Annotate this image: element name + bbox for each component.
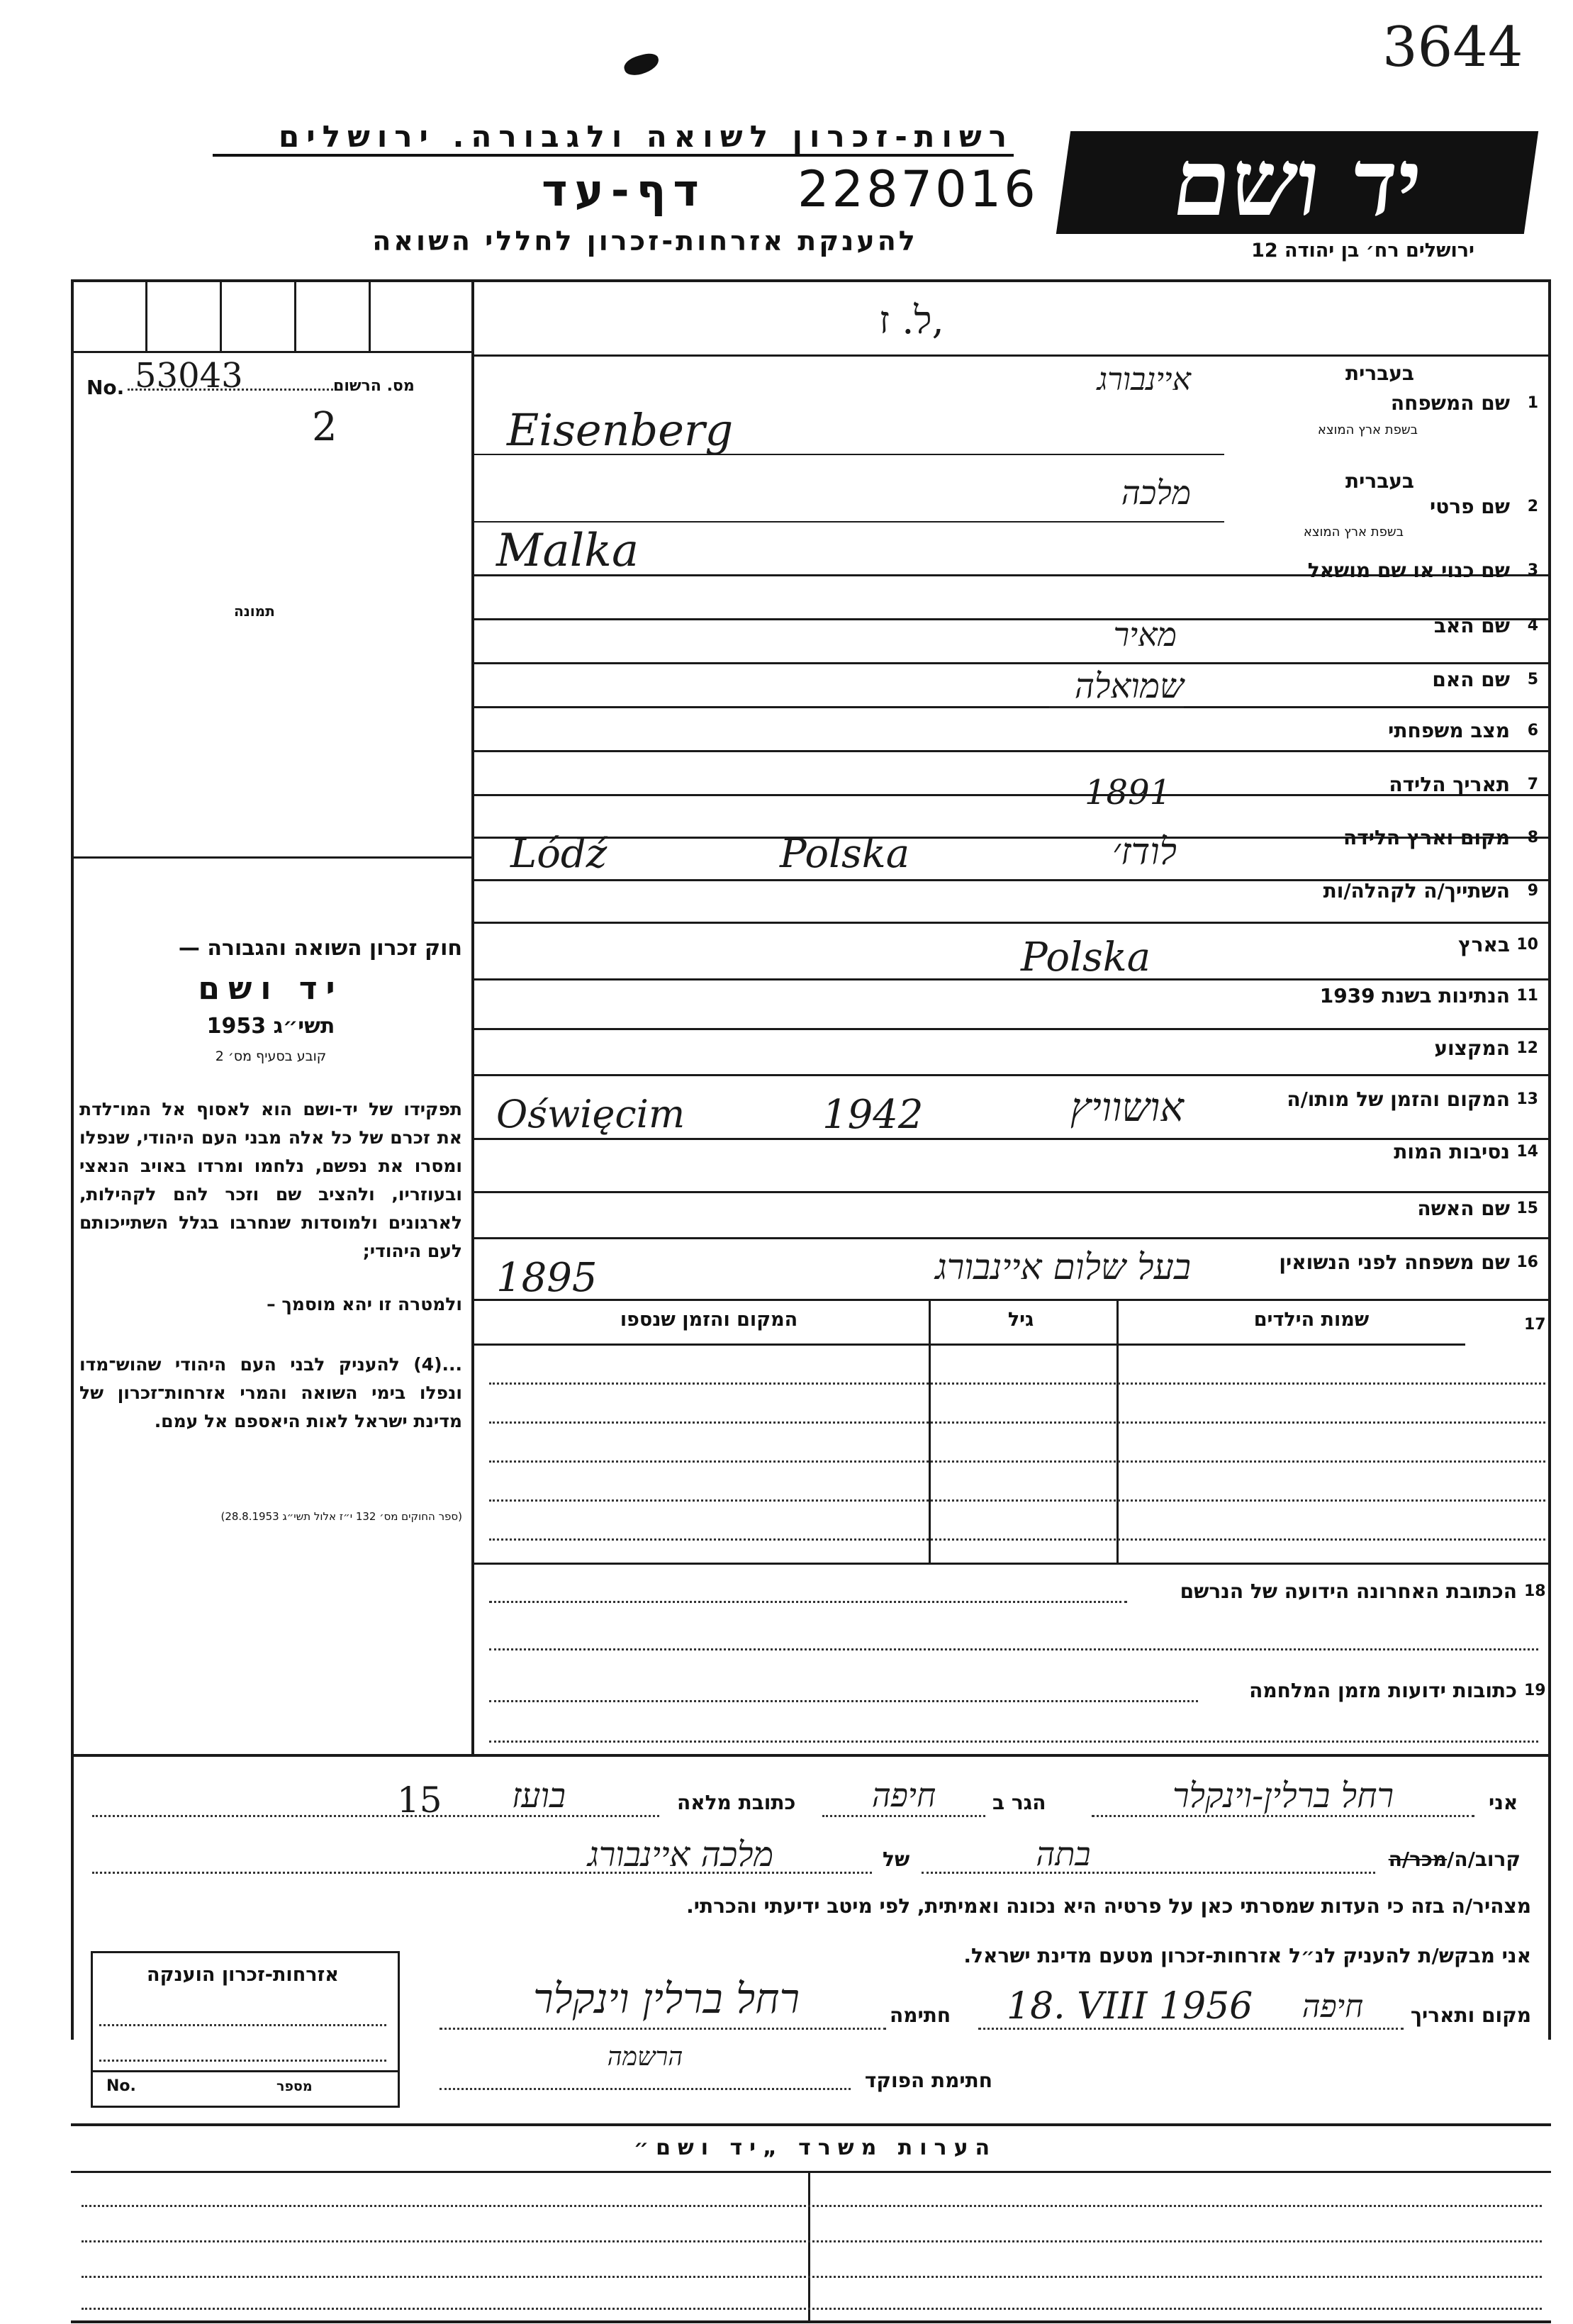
- children-row: [489, 1538, 1545, 1541]
- field-15-num: 15: [1516, 1200, 1538, 1217]
- field-8-value-city: Lódź: [510, 831, 608, 877]
- notes-col: [808, 2171, 810, 2323]
- organization-line: רשות-זכרון לשואה ולגבורה. ירושלים: [213, 119, 1014, 157]
- field-9-label: השתייך/ה לקהלה/ות: [1323, 879, 1510, 903]
- field-8-num: 8: [1527, 829, 1538, 847]
- law-name: יד ושם: [198, 971, 344, 1007]
- law-title: חוק זכרון השואה והגבורה —: [178, 936, 462, 961]
- decl-house-no: 15: [397, 1780, 442, 1821]
- field-2-sub-hebrew: בעברית: [1345, 469, 1414, 493]
- notes-line: [82, 2205, 1542, 2207]
- row-line: [473, 750, 1548, 752]
- law-para1: תפקידו של יד-ושם הוא לאסוף אל המו־לדת את זכרם של כל אלה מבני העם היהודי, שנפלו ומסרו את נפשם, נלחמו ומרדו באויב הנאצי ובעוזריו, ולהציב שם וזכר להם לקהילות, לארגונים ולמוסדות שנחרבו בגלל השתייכותם לעם היהודי;: [79, 1099, 462, 1261]
- law-para2: ...(4) להעניק לבני העם היהודי שהוש־מדו ונפלו בימי השואה והמרי אזרחות־זכרון של מדינת ישראל לאות היאספם אל עמם.: [79, 1354, 462, 1431]
- children-row: [489, 1499, 1545, 1502]
- children-header-names: שמות הילדים: [1253, 1309, 1370, 1331]
- decl-name-line: [1092, 1815, 1474, 1817]
- field-9-num: 9: [1527, 882, 1538, 900]
- field-14-num: 14: [1516, 1143, 1538, 1161]
- notes-line: [82, 2276, 1542, 2278]
- field-11-num: 11: [1516, 987, 1538, 1005]
- children-col-line: [929, 1300, 931, 1563]
- decl-resides-label: הגר ב: [992, 1791, 1046, 1814]
- field-4-value: מאיר: [1113, 615, 1177, 654]
- field-2-sub-native: בשפת ארץ המוצא: [1303, 525, 1404, 540]
- field-18-line: [489, 1601, 1127, 1603]
- decl-request: אני מבקש/ת להעניק לנ״ל אזרחות-זכרון מטעם מדינת ישראל.: [963, 1944, 1531, 1967]
- section-divider: [71, 1754, 1551, 1757]
- field-4-label: שם האב: [1433, 614, 1510, 637]
- row-line: [473, 618, 1548, 620]
- notes-line: [82, 2240, 1542, 2242]
- row-line: [473, 978, 1548, 981]
- field-19-line: [489, 1700, 1198, 1702]
- row-line: [473, 1028, 1548, 1030]
- decl-signature-line: [440, 2028, 886, 2030]
- children-header-place: המקום והזמן שנספו: [620, 1309, 798, 1331]
- field-10-num: 10: [1516, 936, 1538, 954]
- row-line: [473, 922, 1548, 924]
- cell-line: [294, 279, 296, 351]
- field-18-num: 18: [1524, 1582, 1546, 1600]
- grant-title: אזרחות-זכרון הוענקה: [147, 1964, 339, 1986]
- frame-left: [71, 279, 74, 2040]
- field-16-num: 16: [1516, 1253, 1538, 1271]
- decl-relation-label: קרוב/ה/מכר/ה: [1388, 1848, 1521, 1871]
- field-18-label: הכתובת האחרונה הידועה של הנרשם: [1180, 1580, 1517, 1603]
- row-line: [473, 794, 1548, 796]
- decl-signature-label: חתימה: [890, 2004, 951, 2027]
- field-16-label: שם משפחה לפני הנשואין: [1279, 1251, 1510, 1274]
- field-8-label: מקום וארץ הלידה: [1343, 826, 1510, 849]
- frame-bottom: [71, 2320, 1551, 2323]
- office-notes-title: הערות משרד „יד ושם״: [633, 2135, 997, 2160]
- field-19-line: [489, 1741, 1538, 1743]
- field-13-label: המקום והזמן של מותו/ה: [1287, 1088, 1510, 1111]
- field-1-label: שם המשפחה: [1390, 391, 1510, 415]
- yad-vashem-logo: [1056, 128, 1538, 237]
- field-7-value: 1891: [1085, 773, 1172, 812]
- field-1-value-native: Eisenberg: [507, 404, 734, 456]
- field-2-num: 2: [1527, 498, 1538, 515]
- field-19-num: 19: [1524, 1682, 1546, 1699]
- reg-label: מס. הרשום: [333, 377, 415, 395]
- ink-blot: [622, 51, 661, 78]
- officer-line: [440, 2088, 851, 2090]
- field-6-num: 6: [1527, 722, 1538, 739]
- cell-line: [71, 856, 473, 859]
- field-2-label: שם פרטי: [1429, 495, 1510, 518]
- frame-right: [1548, 279, 1551, 2040]
- field-1-num: 1: [1527, 394, 1538, 412]
- field-8-value-hebrew: לודז׳: [1112, 831, 1177, 873]
- field-5-value: שמואלה: [1049, 666, 1184, 708]
- field-18-line: [489, 1648, 1538, 1650]
- field-10-value: Polska: [1021, 934, 1151, 981]
- cell-line: [220, 279, 222, 351]
- row-line: [473, 1138, 1548, 1140]
- row-line: [473, 706, 1548, 708]
- org-address: ירושלים רח׳ בן יהודה 12: [1251, 240, 1474, 262]
- cell-line: [145, 279, 147, 351]
- field-12-num: 12: [1516, 1039, 1538, 1057]
- decl-signature: רחל ברלין וינקלר: [533, 1974, 800, 2023]
- section-divider: [71, 2171, 1551, 2173]
- decl-place-date-label: מקום ותאריך: [1410, 2004, 1531, 2027]
- column-divider: [471, 279, 474, 1754]
- decl-place: חיפה: [1301, 1989, 1364, 2025]
- children-header-age: גיל: [1007, 1309, 1034, 1331]
- decl-i-label: אני: [1489, 1791, 1518, 1814]
- officer-label: חתימת הפוקד: [864, 2069, 992, 2092]
- top-handwritten-mark: ל. ז,: [879, 298, 944, 342]
- photo-label: תמונה: [234, 603, 275, 620]
- row-line: [473, 354, 1548, 357]
- law-box: [79, 936, 462, 1064]
- form-number: 2287016: [797, 160, 1039, 218]
- relation-label: קרוב/ה: [1454, 1848, 1521, 1871]
- field-11-label: הנתינות בשנת 1939: [1319, 984, 1510, 1007]
- field-7-num: 7: [1527, 776, 1538, 793]
- field-5-label: שם האם: [1432, 668, 1510, 691]
- logo-text: יד ושם: [1166, 128, 1428, 237]
- field-6-label: מצב משפחתי: [1388, 719, 1510, 742]
- field-8-value-country: Polska: [780, 831, 910, 877]
- law-source: (ספר החוקים מס׳ 132 י״ז אלול תשי״ג 28.8.1953): [220, 1510, 462, 1523]
- grant-number-label: מספר: [276, 2079, 313, 2094]
- row-line: [473, 521, 1224, 523]
- field-14-label: נסיבות המות: [1394, 1140, 1510, 1163]
- decl-statement: מצהיר/ה בזה כי העדות שמסרתי כאן על פרטיה היא נכונה ואמיתית, לפי מיטב ידיעתי והכרתי.: [686, 1894, 1531, 1918]
- row-line: [473, 1237, 1548, 1239]
- field-13-value: אושוויץ: [1070, 1085, 1184, 1131]
- reg-number: 53043: [135, 356, 243, 396]
- field-13-num: 13: [1516, 1090, 1538, 1108]
- relation-struck: מכר/ה: [1388, 1848, 1448, 1871]
- decl-address-line: [92, 1815, 659, 1817]
- form-title: דף-עד: [542, 164, 706, 216]
- decl-address-label: כתובת מלאה: [677, 1791, 796, 1814]
- decl-of-name: מלכה איינבורג: [587, 1835, 774, 1875]
- grant-line: [99, 2060, 386, 2062]
- field-4-num: 4: [1527, 617, 1538, 635]
- children-col-line: [1116, 1300, 1119, 1563]
- decl-relation-line: [922, 1872, 1375, 1874]
- field-12-label: המקצוע: [1434, 1037, 1510, 1060]
- decl-name: רחל ברלין-וינקלר: [1172, 1776, 1394, 1816]
- notes-line: [82, 2308, 1542, 2310]
- row-line: [473, 1343, 1465, 1346]
- field-16-value: בעל שלום איינבורג: [935, 1246, 1191, 1287]
- row-line: [473, 662, 1548, 664]
- children-row: [489, 1460, 1545, 1463]
- field-1-value-hebrew: איינבורג: [1097, 362, 1191, 398]
- field-2-value-native: Malka: [496, 525, 639, 577]
- field-16-value-year: 1895: [496, 1255, 598, 1301]
- cell-line: [369, 279, 371, 351]
- field-19-label: כתובות ידועות מזמן המלחמה: [1249, 1679, 1517, 1702]
- row-line: [473, 1563, 1548, 1565]
- reg-no-label: No.: [86, 376, 125, 399]
- field-3-label: שם כנוי או שם מושאל: [1307, 559, 1510, 582]
- form-purpose: להענקת אזרחות-זכרון לחללי השואה: [372, 225, 918, 257]
- field-3-num: 3: [1527, 562, 1538, 579]
- decl-city: חיפה: [871, 1776, 936, 1814]
- field-17-num: 17: [1524, 1316, 1546, 1334]
- field-10-label: בארץ: [1458, 933, 1510, 956]
- grant-line: [99, 2024, 386, 2026]
- decl-relation: בתה: [1036, 1835, 1091, 1873]
- field-1-sub-hebrew: בעברית: [1345, 362, 1414, 385]
- decl-date-line: [978, 2028, 1404, 2030]
- decl-of-label: של: [883, 1848, 910, 1871]
- decl-of-line: [92, 1872, 872, 1874]
- field-13-value-place: Oświęcim: [496, 1092, 685, 1136]
- children-row: [489, 1382, 1545, 1385]
- officer-signature: הרשמה: [607, 2043, 683, 2072]
- children-row: [489, 1421, 1545, 1424]
- row-line: [473, 1191, 1548, 1193]
- decl-date: 18. VIII 1956: [1007, 1985, 1253, 2028]
- field-13-value-year: 1942: [822, 1092, 924, 1138]
- row-line: [473, 1074, 1548, 1076]
- cell-line: [71, 351, 473, 353]
- law-para1b: ולמטרה זו יהא מוסמך –: [267, 1294, 462, 1314]
- file-reference-number: 3644: [1382, 16, 1523, 79]
- law-year: תשי״ג 1953: [206, 1014, 335, 1039]
- field-5-num: 5: [1527, 671, 1538, 688]
- decl-city-line: [822, 1815, 985, 1817]
- field-15-label: שם האשה: [1417, 1197, 1510, 1220]
- field-2-value-hebrew: מלכה: [1121, 474, 1191, 512]
- grant-divider: [91, 2070, 398, 2072]
- decl-street: בועז: [512, 1776, 566, 1816]
- reg-sub-number: 2: [312, 404, 337, 450]
- field-7-label: תאריך הלידה: [1389, 773, 1510, 796]
- law-section: קובע בסעיף מס׳ 2: [215, 1049, 327, 1064]
- frame-top: [71, 279, 1551, 282]
- row-line: [473, 1299, 1548, 1301]
- grant-no-label: No.: [106, 2077, 136, 2095]
- section-divider: [71, 2123, 1551, 2126]
- field-1-sub-native: בשפת ארץ המוצא: [1317, 423, 1418, 437]
